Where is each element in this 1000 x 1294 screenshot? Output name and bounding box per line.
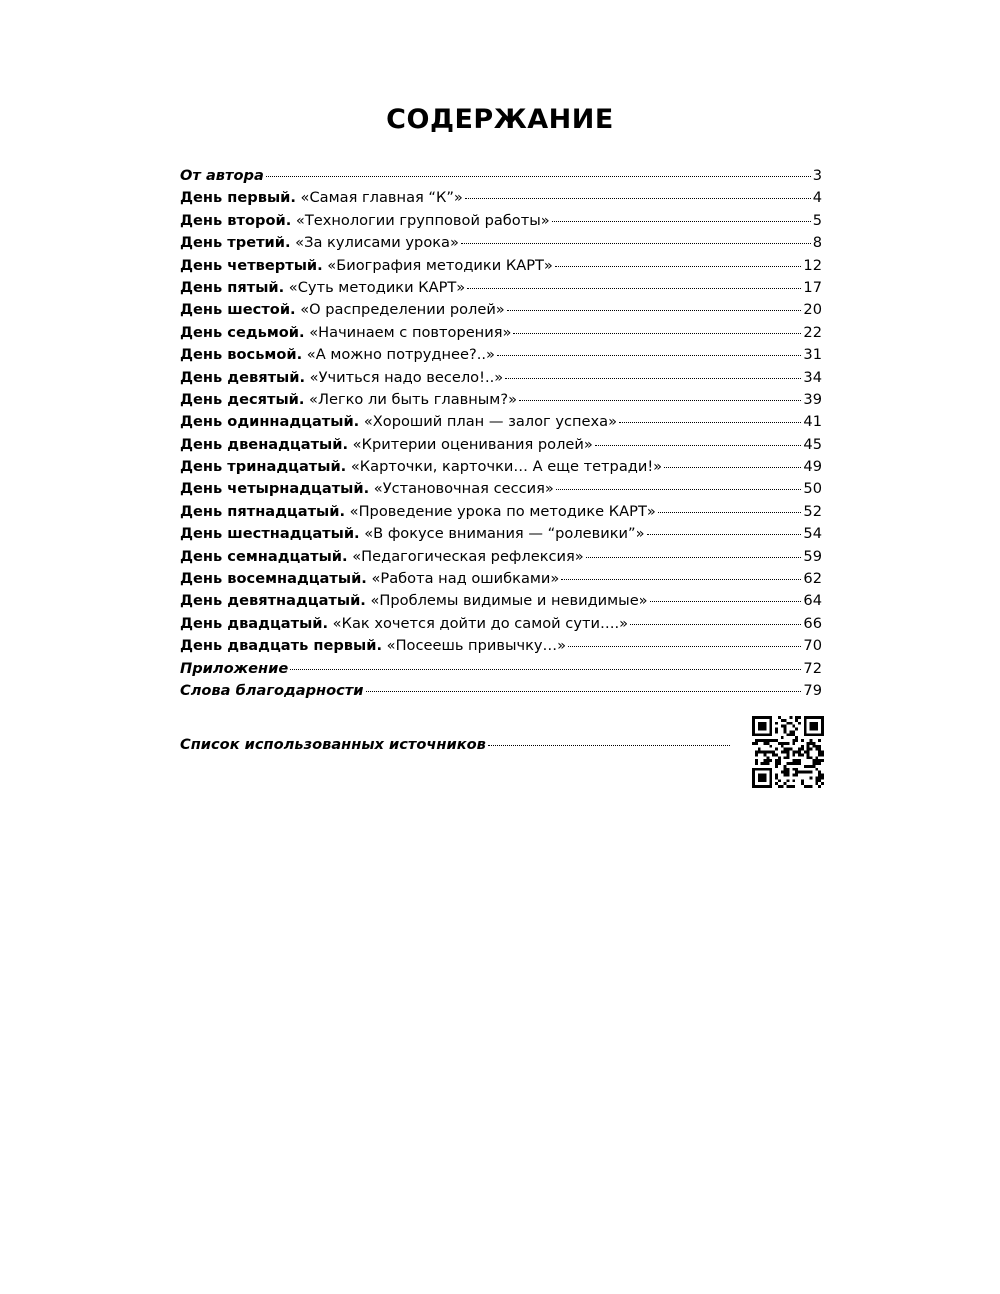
toc-entry-title [180,523,645,545]
dot-leader [290,669,801,670]
toc-section-title: От автора [180,167,264,184]
toc-entry-title [180,344,495,366]
toc-entry-title [180,411,617,433]
dot-leader [595,445,802,446]
toc-page-number: 3 [812,167,822,184]
toc-entry-title [180,434,593,456]
toc-entry-title [180,680,364,702]
toc-entry[interactable] [180,501,822,523]
toc-page-number: 45 [803,435,822,453]
toc-entry[interactable] [180,367,822,389]
toc-day-label: День пятый. [180,278,285,296]
toc-chapter-title: «Установочная сессия» [369,480,554,498]
toc-page-number: 72 [803,659,822,677]
toc-day-label: День восьмой. [180,346,303,364]
dot-leader [555,266,802,267]
toc-entry-title [180,255,553,277]
toc-entry[interactable] [180,344,822,366]
toc-day-label: День шестнадцатый. [180,525,360,543]
toc-day-label: День первый. [180,189,296,207]
toc-day-label: День девятый. [180,368,306,386]
toc-chapter-title: «Проблемы видимые и невидимые» [365,592,648,610]
toc-page-number: 4 [812,189,822,207]
toc-page-number: 20 [803,301,822,319]
toc-entry-title [180,590,648,612]
toc-day-label: День двадцатый. [180,614,329,632]
toc-entry-title [180,568,559,590]
toc-page-number: 59 [803,547,822,565]
toc-day-label: День четвертый. [180,256,323,274]
toc-entry-title [180,635,566,657]
toc-entry[interactable] [180,389,822,411]
toc-page-number: 52 [803,502,822,520]
toc-entry[interactable] [180,590,822,612]
toc-day-label: День семнадцатый. [180,547,348,565]
toc-day-label: День четырнадцатый. [180,480,370,498]
toc-entry-title [180,478,554,500]
toc-entry[interactable] [180,411,822,433]
toc-day-label: День двадцать первый. [180,637,383,655]
toc-entry[interactable] [180,255,822,277]
toc-entry[interactable] [180,568,822,590]
toc-page-number: 17 [803,278,822,296]
dot-leader [647,534,802,535]
toc-entry-title [180,165,264,187]
toc-chapter-title: «Суть методики КАРТ» [284,278,466,296]
dot-leader [488,745,730,746]
toc-entry-title [180,277,465,299]
dot-leader [664,467,801,468]
toc-page-number: 22 [803,323,822,341]
toc-day-label: День третий. [180,234,291,252]
toc-chapter-title: «Педагогическая рефлексия» [347,547,584,565]
toc-chapter-title: «Хороший план — залог успеха» [359,413,618,431]
toc-page-number: 34 [803,368,822,386]
toc-chapter-title: «Как хочется дойти до самой сути….» [328,614,629,632]
toc-page-number: 62 [803,570,822,588]
toc-entry-title [180,299,505,321]
toc-entry-title [180,322,511,344]
toc-entry[interactable] [180,680,822,702]
toc-entry[interactable] [180,613,822,635]
toc-chapter-title: «За кулисами урока» [290,234,459,252]
toc-page-number: 70 [803,637,822,655]
toc-day-label: День двенадцатый. [180,435,349,453]
toc-entry[interactable] [180,434,822,456]
toc-page-number: 39 [803,390,822,408]
toc-entry-title [180,456,662,478]
toc-day-label: День восемнадцатый. [180,570,367,588]
toc-entry-title [180,210,550,232]
toc-day-label: День десятый. [180,390,305,408]
toc-page-number: 31 [803,346,822,364]
toc-day-label: День пятнадцатый. [180,502,346,520]
dot-leader [366,691,802,692]
toc-entry-title [180,232,459,254]
dot-leader [266,176,811,177]
toc-chapter-title: «Учиться надо весело!..» [305,368,504,386]
dot-leader [507,310,802,311]
page-title: СОДЕРЖАНИЕ [386,104,614,135]
toc-chapter-title: «Легко ли быть главным?» [304,390,517,408]
toc-chapter-title: «Биография методики КАРТ» [322,256,553,274]
dot-leader [650,601,802,602]
toc-entry[interactable] [180,523,822,545]
toc-page-number: 49 [803,458,822,476]
toc-chapter-title: «Критерии оценивания ролей» [348,435,593,453]
dot-leader [556,489,802,490]
dot-leader [519,400,801,401]
toc-chapter-title: «Начинаем с повторения» [304,323,512,341]
toc-entry[interactable] [180,322,822,344]
toc-page-number: 50 [803,480,822,498]
dot-leader [513,333,801,334]
toc-chapter-title: «Самая главная “К”» [295,189,463,207]
toc-chapter-title: «Работа над ошибками» [366,570,560,588]
dot-leader [505,378,801,379]
dot-leader [552,221,811,222]
toc-day-label: День второй. [180,211,292,229]
toc-chapter-title: «В фокусе внимания — “ролевики”» [359,525,645,543]
toc-day-label: День шестой. [180,301,296,319]
sources-entry [180,736,730,753]
dot-leader [467,288,801,289]
toc-day-label: День седьмой. [180,323,305,341]
toc-page-number: 8 [812,234,822,252]
toc-section-title: Приложение [180,659,289,677]
table-of-contents [180,165,822,702]
toc-chapter-title: «А можно потруднее?..» [302,346,495,364]
toc-day-label: День девятнадцатый. [180,592,366,610]
toc-page-number: 12 [803,256,822,274]
toc-entry[interactable] [180,187,822,209]
toc-entry[interactable] [180,658,822,680]
toc-page-number: 66 [803,614,822,632]
dot-leader [586,557,802,558]
toc-entry-title [180,501,656,523]
toc-entry-title [180,546,584,568]
toc-chapter-title: «Посеешь привычку…» [382,637,567,655]
toc-entry[interactable] [180,210,822,232]
dot-leader [497,355,801,356]
dot-leader [568,646,801,647]
toc-chapter-title: «Проведение урока по методике КАРТ» [345,502,656,520]
toc-section-title: Слова благодарности [180,681,364,699]
dot-leader [630,624,801,625]
toc-chapter-title: «Карточки, карточки… А еще тетради!» [346,458,663,476]
toc-chapter-title: «О распределении ролей» [295,301,505,319]
toc-entry-title [180,389,517,411]
toc-entry[interactable] [180,299,822,321]
toc-entry-title [180,613,628,635]
toc-chapter-title: «Технологии групповой работы» [291,211,550,229]
dot-leader [461,243,811,244]
toc-page-number: 54 [803,525,822,543]
dot-leader [465,198,811,199]
toc-entry[interactable] [180,546,822,568]
toc-entry-title [180,658,288,680]
toc-entry[interactable] [180,635,822,657]
dot-leader [658,512,802,513]
toc-entry[interactable] [180,478,822,500]
toc-day-label: День тринадцатый. [180,458,347,476]
dot-leader [561,579,801,580]
toc-entry-title [180,187,463,209]
toc-entry[interactable] [180,232,822,254]
sources-label: Список использованных источников [180,736,486,753]
toc-entry-title [180,367,503,389]
toc-page-number: 79 [803,681,822,699]
toc-page-number: 41 [803,413,822,431]
toc-entry[interactable] [180,456,822,478]
toc-entry[interactable] [180,165,822,187]
toc-page-number: 5 [812,211,822,229]
toc-entry[interactable] [180,277,822,299]
toc-page-number: 64 [803,592,822,610]
qr-code-icon[interactable] [752,716,824,788]
toc-day-label: День одиннадцатый. [180,413,360,431]
dot-leader [619,422,801,423]
